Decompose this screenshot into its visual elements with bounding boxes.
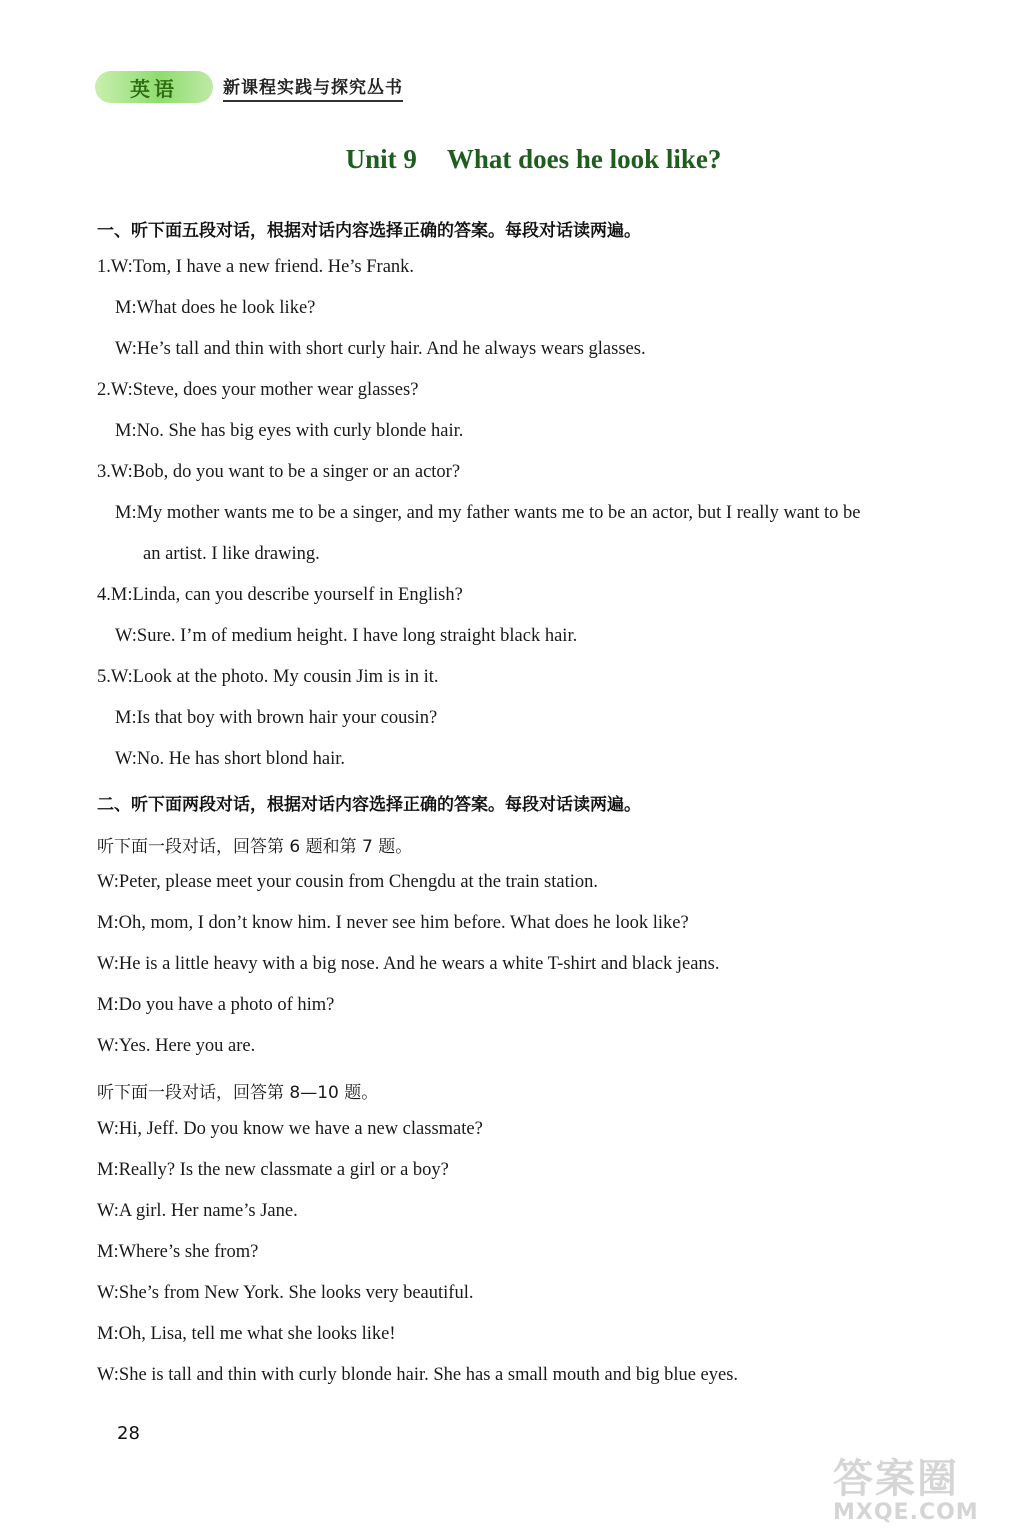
watermark-url: MXQE.COM [833,1500,979,1525]
dialogue-line: W:She is tall and thin with curly blonde hair. She has a small mouth and big blue eyes. [97,1365,739,1385]
watermark-text: 答案圈 [833,1456,959,1502]
dialogue-line: 4.M:Linda, can you describe yourself in English? [97,585,463,605]
dialogue-line: M:Oh, Lisa, tell me what she looks like! [97,1324,396,1344]
page-header [95,70,403,104]
dialogue-line: W:Sure. I’m of medium height. I have long straight black hair. [115,626,578,646]
unit-number: Unit 9 [345,144,417,174]
dialogue-line: 5.W:Look at the photo. My cousin Jim is in it. [97,667,439,687]
dialogue-line: W:A girl. Her name’s Jane. [97,1201,298,1221]
unit-heading: What does he look like? [446,144,722,174]
dialogue-line: W:No. He has short blond hair. [115,749,346,769]
dialogue-line: 1.W:Tom, I have a new friend. He’s Frank. [97,257,415,277]
dialogue-line: an artist. I like drawing. [143,544,320,564]
dialogue-line: 2.W:Steve, does your mother wear glasses? [97,380,419,400]
dialogue-line: 3.W:Bob, do you want to be a singer or an actor? [97,462,461,482]
section-2-heading: 二、听下面两段对话，根据对话内容选择正确的答案。每段对话读两遍。 [97,795,641,815]
dialogue-line: M:Oh, mom, I don’t know him. I never see him before. What does he look like? [97,913,689,933]
series-title: 新课程实践与探究丛书 [223,73,403,102]
question-intro: 听下面一段对话，回答第 6 题和第 7 题。 [97,837,413,857]
watermark-logo [833,1447,993,1527]
dialogue-line: M:Really? Is the new classmate a girl or a boy? [97,1160,449,1180]
dialogue-line: W:Peter, please meet your cousin from Chengdu at the train station. [97,872,599,892]
dialogue-line: W:Hi, Jeff. Do you know we have a new classmate? [97,1119,483,1139]
subject-badge: 英语 [95,71,213,103]
dialogue-line: M:Where’s she from? [97,1242,259,1262]
dialogue-line: W:Yes. Here you are. [97,1036,256,1056]
question-intro: 听下面一段对话，回答第 8—10 题。 [97,1083,379,1103]
dialogue-line: M:My mother wants me to be a singer, and my father wants me to be an actor, but I really want to be [115,503,861,523]
dialogue-line: M:Do you have a photo of him? [97,995,335,1015]
dialogue-line: M:Is that boy with brown hair your cousin? [115,708,438,728]
dialogue-line: W:She’s from New York. She looks very beautiful. [97,1283,474,1303]
section-1-heading: 一、听下面五段对话，根据对话内容选择正确的答案。每段对话读两遍。 [97,221,641,241]
dialogue-line: M:No. She has big eyes with curly blonde hair. [115,421,464,441]
dialogue-line: M:What does he look like? [115,298,316,318]
dialogue-line: W:He’s tall and thin with short curly hair. And he always wears glasses. [115,339,646,359]
page-number: 28 [117,1423,140,1444]
dialogue-line: W:He is a little heavy with a big nose. And he wears a white T-shirt and black jeans. [97,954,720,974]
unit-title [0,144,1017,175]
